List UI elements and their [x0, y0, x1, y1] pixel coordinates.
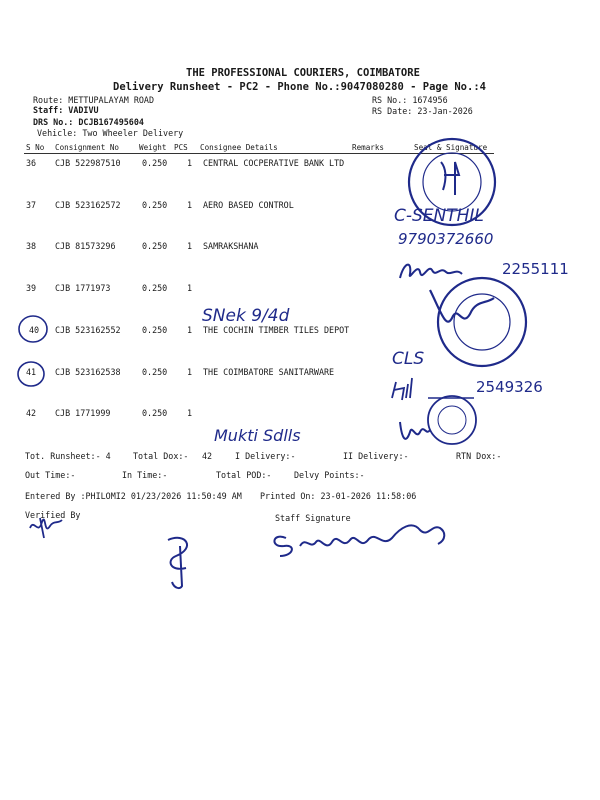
total-dox-label: Total Dox:- — [133, 451, 189, 461]
row-sno: 36 — [26, 158, 37, 168]
row-consignment: CJB 523162538 — [55, 367, 121, 377]
signature-row38 — [400, 265, 462, 278]
middle-signature — [168, 538, 187, 588]
verified-by: Verified By — [25, 510, 81, 520]
row-weight: 0.250 — [142, 158, 168, 168]
col-consignment: Consignment No — [55, 143, 120, 152]
row-consignment: CJB 523162572 — [55, 200, 121, 210]
staff-signature-label: Staff Signature — [275, 513, 351, 523]
col-consignee: Consignee Details — [200, 143, 278, 152]
company-title: THE PROFESSIONAL COURIERS, COIMBATORE — [186, 67, 420, 79]
delvy-points: Delvy Points:- — [294, 470, 365, 480]
row-pcs: 1 — [187, 325, 193, 335]
row-consignment: CJB 81573296 — [55, 241, 116, 251]
handwritten-row40: CLS — [392, 349, 425, 369]
enterprises-stamp — [430, 278, 526, 366]
vehicle: Vehicle: Two Wheeler Delivery — [37, 128, 184, 138]
staff-signature — [274, 525, 444, 556]
row-consignee: THE COCHIN TIMBER TILES DEPOT — [203, 325, 350, 335]
row-consignee: SAMRAKSHANA — [203, 241, 259, 251]
in-time: In Time:- — [122, 470, 168, 480]
total-pod: Total POD:- — [216, 470, 272, 480]
col-remarks: Remarks — [352, 143, 385, 152]
drs-number: DRS No.: DCJB167495604 — [33, 117, 144, 127]
handwritten-name-row37: C-SENTHIL — [394, 206, 484, 226]
small-stamp — [428, 396, 476, 444]
row-sno: 37 — [26, 200, 37, 210]
ii-delivery: II Delivery:- — [343, 451, 409, 461]
circle-mark-row41 — [18, 362, 44, 386]
row-consignment: CJB 1771999 — [55, 408, 111, 418]
row-weight: 0.250 — [142, 408, 168, 418]
handwritten-row42: Mukti Sdlls — [214, 426, 301, 445]
tot-runsheet: Tot. Runsheet:- 4 — [25, 451, 111, 461]
rs-number: RS No.: 1674956 — [372, 95, 448, 105]
bank-stamp-signature — [441, 162, 459, 195]
rtn-dox: RTN Dox:- — [456, 451, 502, 461]
row-sno: 42 — [26, 408, 37, 418]
verified-by-signature — [30, 518, 62, 538]
out-time: Out Time:- — [25, 470, 76, 480]
row-weight: 0.250 — [142, 325, 168, 335]
runsheet-title: Delivery Runsheet - PC2 - Phone No.:9047080280 - Page No.:4 — [113, 81, 486, 93]
rs-date: RS Date: 23-Jan-2026 — [372, 106, 473, 116]
row-consignee: THE COIMBATORE SANITARWARE — [203, 367, 335, 377]
row-weight: 0.250 — [142, 367, 168, 377]
row-consignment: CJB 1771973 — [55, 283, 111, 293]
row-consignment: CJB 522987510 — [55, 158, 121, 168]
col-weight: Weight — [139, 143, 167, 152]
row-sno: 40 — [29, 325, 40, 335]
circle-mark-row40 — [19, 316, 47, 342]
row-weight: 0.250 — [142, 200, 168, 210]
total-dox-value: 42 — [202, 451, 213, 461]
col-pcs: PCS — [174, 143, 188, 152]
row-pcs: 1 — [187, 158, 193, 168]
row-pcs: 1 — [187, 200, 193, 210]
handwritten-number-row41: 2549326 — [476, 378, 543, 396]
entered-by: Entered By :PHILOMI2 01/23/2026 11:50:49 AM — [25, 491, 242, 501]
col-seal-signature: Seal & Signature — [414, 143, 488, 152]
row-consignee: AERO BASED CONTROL — [203, 200, 294, 210]
row-consignee: CENTRAL COCPERATIVE BANK LTD — [203, 158, 345, 168]
row-pcs: 1 — [187, 241, 193, 251]
handwritten-phone-row37: 9790372660 — [398, 230, 494, 248]
i-delivery: I Delivery:- — [235, 451, 296, 461]
row-weight: 0.250 — [142, 283, 168, 293]
row-sno: 38 — [26, 241, 37, 251]
route: Route: METTUPALAYAM ROAD — [33, 95, 155, 105]
row-pcs: 1 — [187, 367, 193, 377]
row-pcs: 1 — [187, 408, 193, 418]
row-pcs: 1 — [187, 283, 193, 293]
row-weight: 0.250 — [142, 241, 168, 251]
signature-row41 — [392, 378, 412, 400]
row-consignment: CJB 523162552 — [55, 325, 121, 335]
signature-row42-right — [400, 422, 430, 439]
handwritten-number-row38: 2255111 — [502, 260, 569, 278]
col-sno: S No — [26, 143, 45, 152]
row-sno: 39 — [26, 283, 37, 293]
handwritten-row39: SNek 9/4d — [202, 306, 290, 326]
staff: Staff: VADIVU — [33, 105, 99, 115]
enterprises-stamp-signature — [430, 290, 494, 322]
printed-on: Printed On: 23-01-2026 11:58:06 — [260, 491, 417, 501]
row-sno: 41 — [26, 367, 37, 377]
